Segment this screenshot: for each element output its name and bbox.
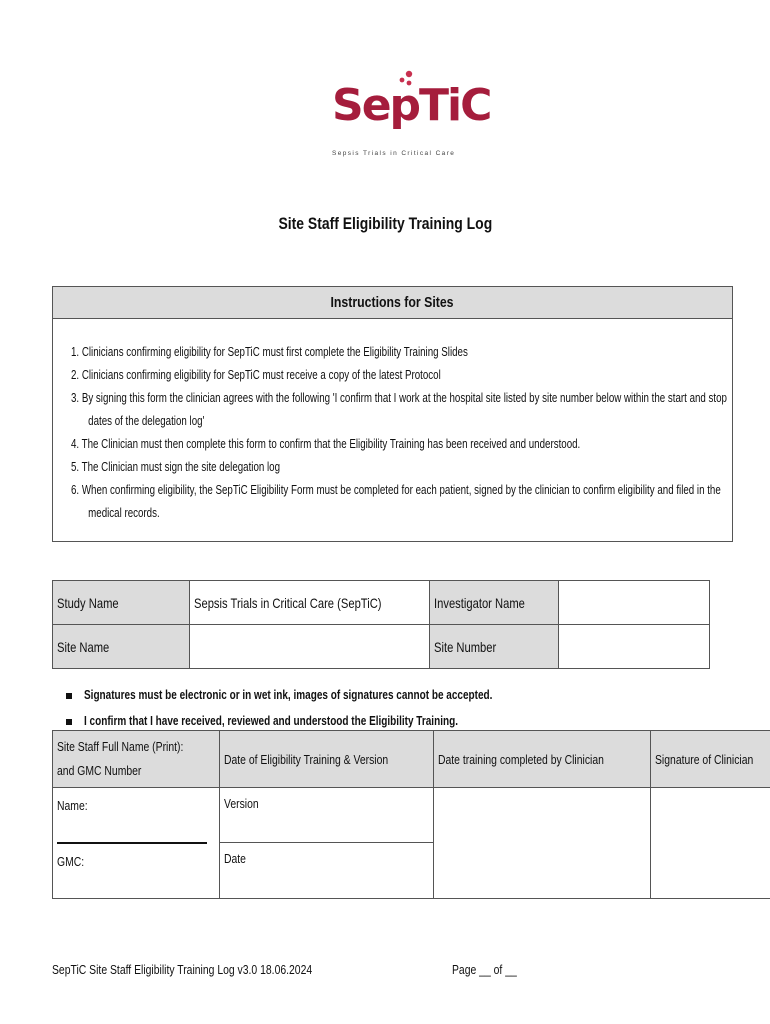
bullet-icon [66,693,72,699]
note-item: Signatures must be electronic or in wet ink, images of signatures cannot be accepted. [66,682,595,708]
signature-field[interactable] [650,788,770,899]
investigator-name-label: Investigator Name [429,581,558,625]
header-signature: Signature of Clinician [650,731,770,788]
logo-tagline: Sepsis Trials in Critical Care [332,150,456,157]
date-field[interactable]: Date [223,851,246,866]
header-training-date-version: Date of Eligibility Training & Version [219,731,433,788]
header-staff-name: Site Staff Full Name (Print): and GMC Number [53,731,220,788]
instruction-item: 6. When confirming eligibility, the SepTiC Eligibility Form must be completed for each patient, signed by the clinician to confirm eligibility and filed in the [71,483,721,497]
site-name-label: Site Name [53,625,190,669]
footer-page-number: Page __ of __ [452,962,517,977]
septic-logo [330,70,491,162]
study-name-label: Study Name [53,581,190,625]
instruction-item-continued: dates of the delegation log' [88,414,205,428]
bullet-icon [66,719,72,725]
study-details-table [52,580,710,669]
instruction-item: 3. By signing this form the clinician agrees with the following 'I confirm that I work at the hospital site listed by site number below within the start and stop [71,391,727,405]
training-log-table [52,730,770,899]
staff-name-gmc-cell[interactable] [53,788,220,899]
instruction-item: 5. The Clinician must sign the site delegation log [71,460,281,474]
training-date-version-cell[interactable] [219,788,433,899]
footer-document-version: SepTiC Site Staff Eligibility Training Log v3.0 18.06.2024 [52,962,313,977]
instruction-item: 2. Clinicians confirming eligibility for SepTiC must receive a copy of the latest Protocol [71,368,441,382]
site-name-field[interactable] [190,625,429,669]
instructions-box [52,286,733,542]
instruction-item: 4. The Clinician must then complete this form to confirm that the Eligibility Training has been received and understood. [71,437,581,451]
version-field[interactable]: Version [220,788,433,843]
name-underline [57,842,207,844]
instruction-item: 1. Clinicians confirming eligibility for SepTiC must first complete the Eligibility Training Slides [71,345,468,359]
instruction-item-continued: medical records. [88,506,160,520]
document-title: Site Staff Eligibility Training Log [278,214,492,233]
study-name-value[interactable]: Sepsis Trials in Critical Care (SepTiC) [190,581,429,625]
site-number-field[interactable] [559,625,710,669]
instructions-list [71,341,727,525]
site-number-label: Site Number [429,625,558,669]
header-date-completed: Date training completed by Clinician [434,731,650,788]
instructions-heading: Instructions for Sites [53,287,732,319]
gmc-label: GMC: [57,854,85,869]
name-label: Name: [57,798,88,813]
notes-list [66,682,595,734]
logo-wordmark: SepTiC [332,80,491,131]
investigator-name-field[interactable] [559,581,710,625]
note-item: I confirm that I have received, reviewed and understood the Eligibility Training. [66,708,595,734]
date-completed-field[interactable] [434,788,650,899]
